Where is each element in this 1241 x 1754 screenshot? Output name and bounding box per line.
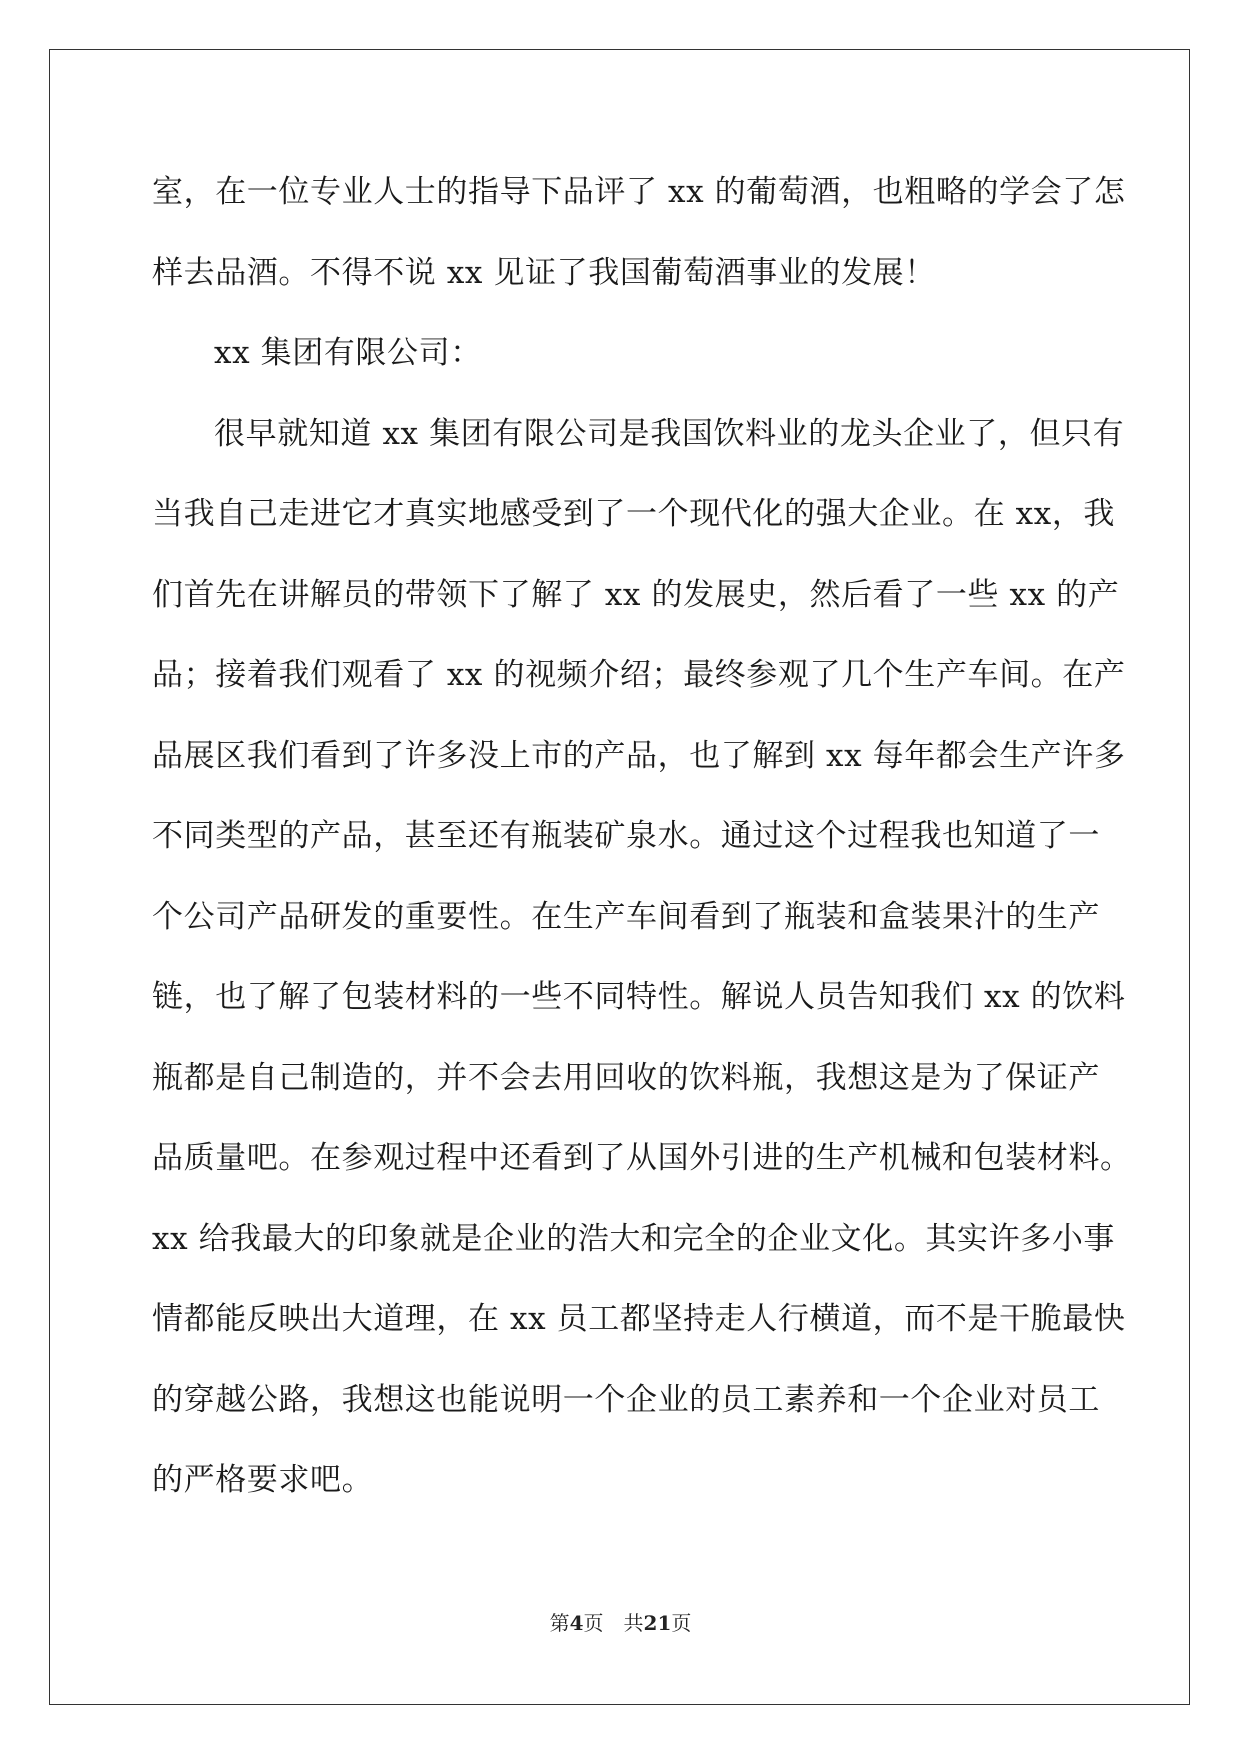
text-line: 不同类型的产品，甚至还有瓶装矿泉水。通过这个过程我也知道了一	[152, 818, 1100, 854]
page-prefix: 第	[549, 1611, 570, 1635]
text-line: 瓶都是自己制造的，并不会去用回收的饮料瓶，我想这是为了保证产	[152, 1059, 1100, 1096]
text-line: xx 给我最大的印象就是企业的浩大和完全的企业文化。其实许多小事	[152, 1220, 1116, 1257]
text-line: 们首先在讲解员的带领下了解了 xx 的发展史，然后看了一些 xx 的产	[152, 576, 1120, 613]
paragraph-first-line: 很早就知道 xx 集团有限公司是我国饮料业的龙头企业了，但只有	[214, 415, 1125, 452]
document-body	[152, 162, 1132, 1531]
total-suffix: 页	[671, 1611, 692, 1635]
page-footer	[0, 1611, 1241, 1635]
text-line: 品质量吧。在参观过程中还看到了从国外引进的生产机械和包装材料。	[152, 1140, 1132, 1176]
total-pages: 21	[643, 1611, 672, 1635]
text-line: 品；接着我们观看了 xx 的视频介绍；最终参观了几个生产车间。在产	[152, 657, 1126, 693]
text-line: 情都能反映出大道理，在 xx 员工都坚持走人行横道，而不是干脆最快	[152, 1301, 1126, 1337]
text-line: 室，在一位专业人士的指导下品评了 xx 的葡萄酒，也粗略的学会了怎	[152, 174, 1126, 210]
salutation-line: xx 集团有限公司：	[214, 335, 482, 371]
text-line: 样去品酒。不得不说 xx 见证了我国葡萄酒事业的发展！	[152, 254, 936, 291]
text-line: 当我自己走进它才真实地感受到了一个现代化的强大企业。在 xx，我	[152, 496, 1116, 532]
page-suffix: 页	[583, 1611, 604, 1635]
text-line: 的严格要求吧。	[152, 1462, 374, 1498]
text-line: 个公司产品研发的重要性。在生产车间看到了瓶装和盒装果汁的生产	[152, 898, 1100, 935]
total-prefix: 共	[623, 1611, 644, 1635]
text-line: 品展区我们看到了许多没上市的产品，也了解到 xx 每年都会生产许多	[152, 737, 1126, 774]
text-line: 的穿越公路，我想这也能说明一个企业的员工素养和一个企业对员工	[152, 1381, 1100, 1418]
page-number: 4	[569, 1611, 584, 1635]
text-line: 链，也了解了包装材料的一些不同特性。解说人员告知我们 xx 的饮料	[152, 979, 1126, 1015]
